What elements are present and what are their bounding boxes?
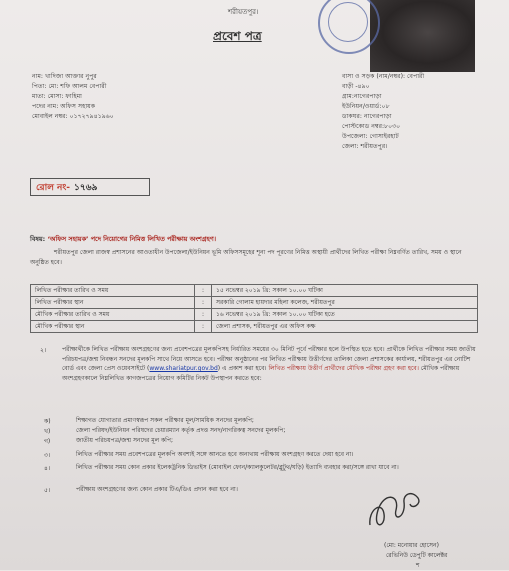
instruction-2-c: মৌখিক পরীক্ষায় অংশগ্রহণকালে নিম্নলিখিত কাগজপত্রের নিয়োগ কমিটির নিকট উপস্থাপন করতে হবে: [62,365,460,382]
table-row [31,297,478,309]
instruction-3: লিখিত পরীক্ষার সময় প্রবেশপত্রের মূলকপি অবশ্যই সঙ্গে আনতে হবে অন্যথায় পরীক্ষায় অংশগ্রহণ করতে দেয়া হবে না। [76,451,354,458]
candidate-mobile: মোবাইল নম্বর: ০১৭২৭৯৪১৯৬০ [32,113,114,120]
instruction-5: পরীক্ষায় অংশগ্রহণের জন্য কোন প্রকার টিএ/ডিএ প্রদান করা হবে না। [76,486,238,493]
sub-item-kh-text: জেলা পরিষদ/ইউনিয়ন পরিষদের চেয়ারম্যান কর্তৃক প্রদত্ত সনদ/নাগরিকত্ব সনদের মূলকপি; [76,427,286,434]
sub-item-kh: খ) [44,428,51,435]
instruction-2-red: লিখিত পরীক্ষায় উত্তীর্ণ প্রার্থীদের মৌখিক পরীক্ষা গ্রহণ করা হবে। [268,365,419,372]
candidate-name: নাম: খাদিজা আক্তার নুপুর [32,73,97,80]
address-union: ইউনিয়ন/ওয়ার্ড:০৮ [342,103,390,110]
schedule-label: মৌখিক পরীক্ষার তারিখ ও সময় [31,309,195,321]
address-post-code: পোস্টকোড নম্বর:৮০৩০ [342,123,401,130]
subject-text: ‘অফিস সহায়ক’ পদে নিয়োগের নিমিত্ত লিখিত পরীক্ষায় অংশগ্রহণ। [47,235,217,243]
candidate-post: পদের নাম: অফিস সহায়ক [32,103,96,110]
schedule-sep: : [195,285,212,297]
sub-item-k-text: শিক্ষাগত যোগ্যতার প্রমাণস্বরূপ সকল পরীক্ষার মূল/সাময়িক সনদের মূলকপি; [76,417,254,424]
candidate-mother: মাতা: মোসা: ফাহিমা [32,93,82,100]
address-upazila: উপজেলা: গোসাইরহাট [342,133,399,140]
schedule-label: লিখিত পরীক্ষার স্থান [31,297,195,309]
address-village: গ্রাম:নাগেরপাড়া [342,93,382,100]
schedule-label: লিখিত পরীক্ষার তারিখ ও সময় [31,285,195,297]
candidate-address [342,72,424,152]
table-row [31,285,478,297]
instruction-4: লিখিত পরীক্ষার সময় কোন প্রকার ইলেকট্রনিক ডিভাইস (মোবাইল ফোন/ক্যালকুলেটর/ব্লুটুথ/ঘড়ি) ইত্যাদি ব্যবহার করা/সঙ্গে রাখা যাবে না। [76,464,399,471]
address-house: বাসা ও সড়ক (নাম/নম্বর): বেপারী [342,73,425,80]
signatory-designation: রেভিনিউ ডেপুটি কালেক্টর [386,552,448,559]
exam-schedule-table [30,284,478,333]
roll-label: রোল নং- [36,183,71,193]
address-post-office: ডাকঘর: নাগেরপাড়া [342,113,392,120]
item-number-3: ৩। [44,452,51,459]
roll-number-box [30,178,150,196]
website-link[interactable]: www.shariatpur.gov.bd [149,365,218,372]
schedule-sep: : [195,297,212,309]
signatory-name: (মো: মনোয়ার হোসেন) [384,542,439,549]
schedule-value: সরকারি গোলাম হায়দার মহিলা কলেজ, শরীয়তপুর [212,297,478,309]
schedule-sep: : [195,321,212,333]
item-number-5: ৫। [44,487,51,494]
item-number-4: ৪। [44,465,51,472]
instruction-2 [62,345,480,383]
candidate-photo [370,0,475,72]
subject-line [30,234,216,245]
item-number-2: ২। [40,347,47,354]
schedule-value: ১৬ নভেম্বর ২০১৯ খ্রি: সকাল ১০.০০ ঘটিকা হতে [212,309,478,321]
district-top: শরীয়তপুর। [228,8,259,16]
candidate-father: পিতা: মো: শফি আলম বেপারী [32,83,107,90]
address-bari: বাড়ী -৪৯০ [342,83,370,90]
signatory-office: শ [416,562,420,569]
roll-value: ১৭৬৯ [74,183,98,193]
subject-prefix: বিষয়: [30,235,48,243]
schedule-label: মৌখিক পরীক্ষার স্থান [31,321,195,333]
sub-item-k: ক) [44,418,51,425]
schedule-sep: : [195,309,212,321]
instruction-2-a: পরীক্ষার্থীকে লিখিত পরীক্ষায় অংশগ্রহণের জন্য প্রবেশপত্রের মূলকপিসহ নির্ধারিত সময়ের ৩০ মিনিট পূর্বে পরীক্ষার হলে উপস্থিত হতে হবে। প্রার্থীকে লিখিত পরীক্ষার সময় জাতীয় পরিচয়পত্র/জন্ম নিবন্ধন সনদের মূলকপি সাথে নিয়ে আসতে হবে। পরীক্ষা অনুষ্ঠানের পর লিখিত পরীক্ষায় উত্তীর্ণদের তালিকা জেলা প্রশাসকের কার্যালয়, শরীয়তপুর এর নোটিশ বোর্ড এবং জেলা প্রেস ওয়েবসাইটে ( [62,346,476,372]
address-district: জেলা: শরীয়তপুর। [342,143,388,150]
sub-item-g-text: জাতীয় পরিচয়পত্র/জন্ম সনদের মূল কপি; [76,437,173,444]
instruction-2-b: ) এ প্রকাশ করা হবে। [217,365,269,372]
table-row [31,321,478,333]
signature-mark [360,480,430,540]
table-row [31,309,478,321]
candidate-info [32,72,114,122]
intro-paragraph: শরীয়তপুর জেলা রাজস্ব প্রশাসনের আওতাধীন উপজেলা/ইউনিয়ন ভূমি অফিসসমূহের শূন্য পদ পূরণের নিমিত্ত অস্থায়ী প্রার্থীদের লিখিত পরীক্ষা নিম্নবর্ণিত তারিখ, সময় ও স্থানে অনুষ্ঠিত হবে। [30,249,462,266]
schedule-value: ১৫ নভেম্বর ২০১৯ খ্রি: সকাল ১০.০০ ঘটিকা [212,285,478,297]
schedule-value: জেলা প্রশাসক, শরীয়তপুর এর অফিস কক্ষ [212,321,478,333]
page-title: প্রবেশ পত্র [213,29,262,43]
sub-item-g: গ) [44,438,51,445]
